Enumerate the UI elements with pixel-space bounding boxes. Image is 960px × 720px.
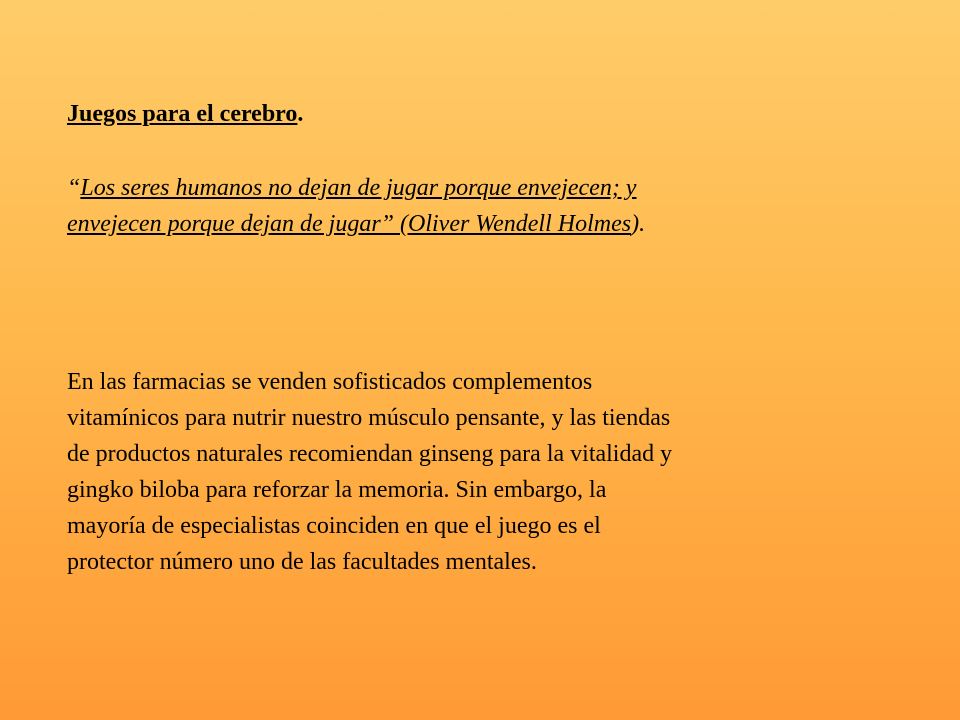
paragraph-line: protector número uno de las facultades mentales.: [67, 549, 537, 575]
paragraph-line: de productos naturales recomiendan ginseng para la vitalidad y: [67, 441, 673, 467]
quote-open-mark: “: [67, 175, 81, 201]
quote-line-2-text: envejecen porque dejan de jugar” (Oliver Wendell Holmes: [67, 211, 632, 237]
quote-close: ).: [631, 211, 646, 237]
quote: [67, 170, 897, 242]
title-period: .: [297, 101, 304, 127]
paragraph-line: mayoría de especialistas coinciden en que el juego es el: [67, 513, 601, 539]
paragraph-line: vitamínicos para nutrir nuestro músculo pensante, y las tiendas: [67, 405, 671, 431]
title-text: Juegos para el cerebro: [67, 101, 298, 127]
quote-line-2: [67, 206, 897, 242]
body-paragraph: [67, 364, 907, 580]
quote-line-1-text: Los seres humanos no dejan de jugar porque envejecen; y: [80, 175, 637, 201]
paragraph-line: En las farmacias se venden sofisticados complementos: [67, 369, 593, 395]
slide-title: [67, 96, 303, 132]
quote-line-1: [67, 170, 897, 206]
paragraph-line: gingko biloba para reforzar la memoria. Sin embargo, la: [67, 477, 607, 503]
